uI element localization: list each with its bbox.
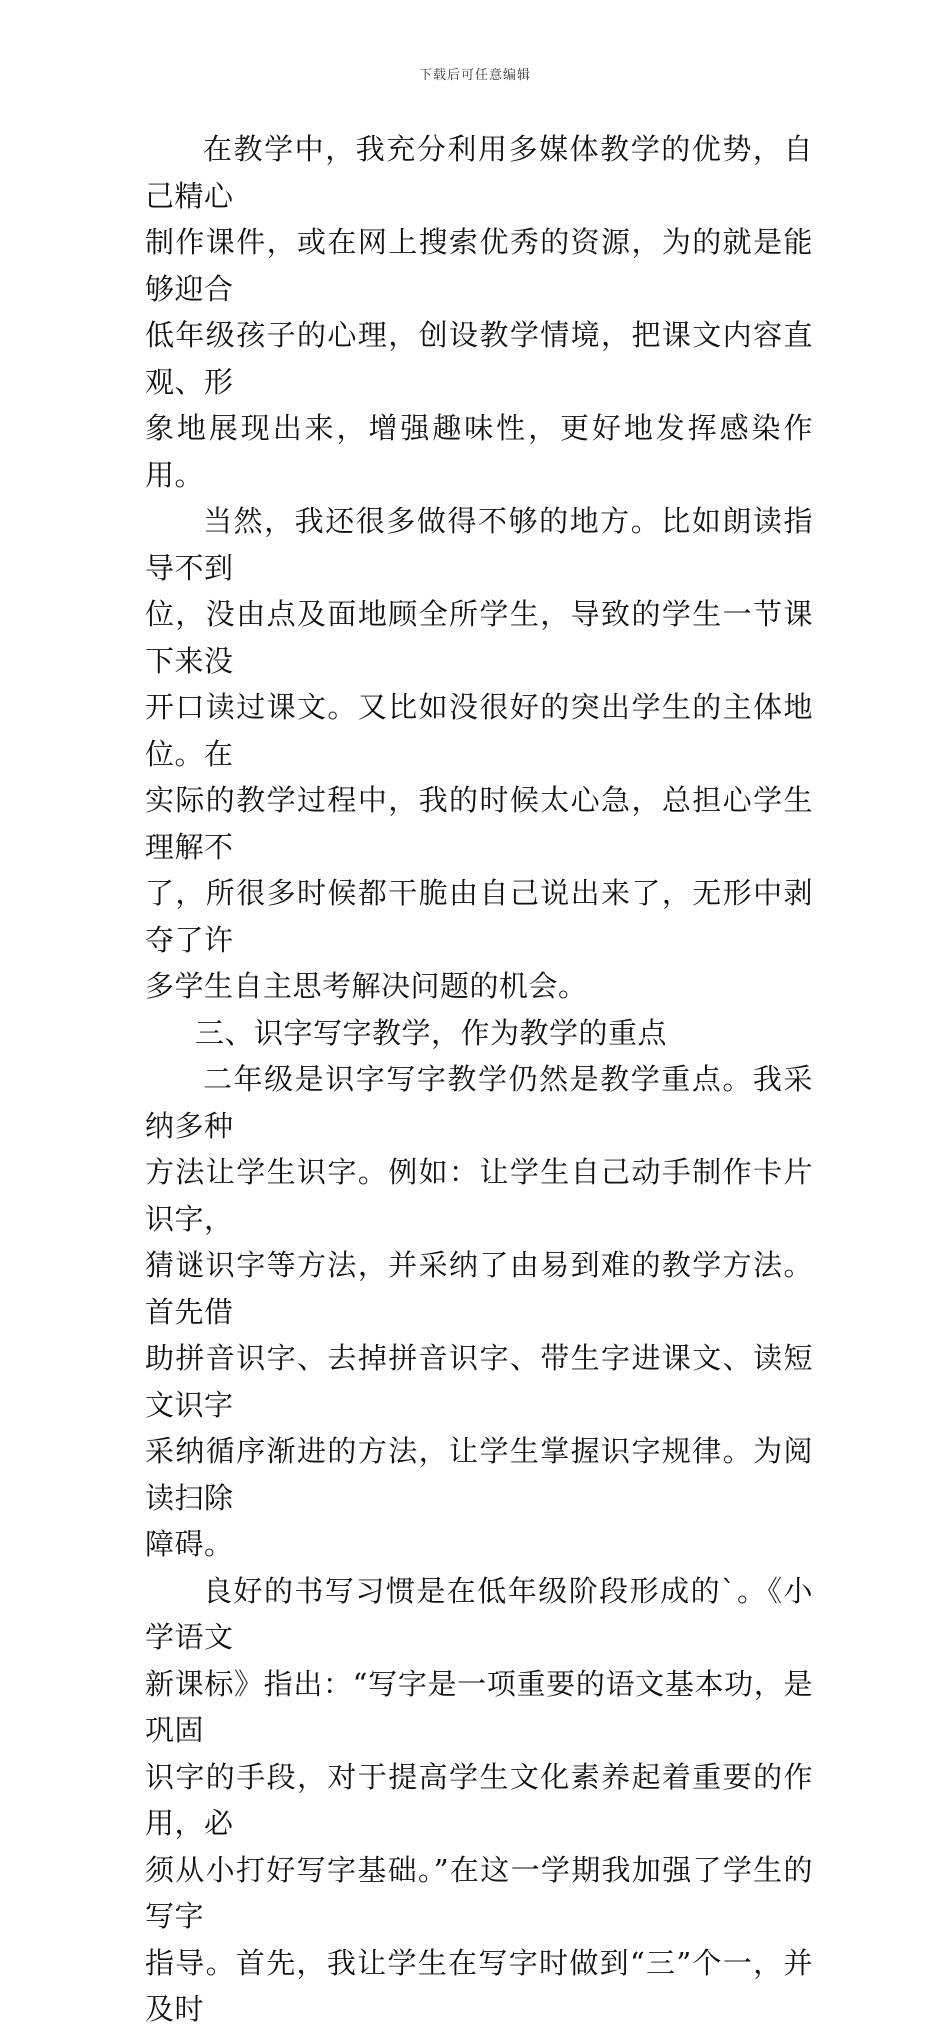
section-heading: 三、识字写字教学，作为教学的重点 xyxy=(195,1015,668,1050)
page-header: 下载后可任意编辑 xyxy=(418,68,531,83)
paragraph-shortcomings: 当然，我还很多做得不够的地方。比如朗读指导不到 位，没由点及面地顾全所学生，导致的学生一节课下来没 开口读过课文。又比如没很好的突出学生的主体地位。在 实际的教学过程中，我的时候太心急，总担心学生理解不 了，所很多时候都干脆由自己说出来了，无形中剥夺了许 多学生自主思考解决问题的机会。 xyxy=(145,504,813,1003)
document-body xyxy=(145,126,813,2033)
paragraph-literacy: 二年级是识字写字教学仍然是教学重点。我采纳多种 方法让学生识字。例如：让学生自己动手制作卡片识字， 猜谜识字等方法，并采纳了由易到难的教学方法。首先借 助拼音识字、去掉拼音识字、带生字进课文、读短文识字 采纳循序渐进的方法，让学生掌握识字规律。为阅读扫除 障碍。 xyxy=(145,1062,813,1561)
paragraph-writing-habits: 良好的书写习惯是在低年级阶段形成的`。《小学语文 新课标》指出：“写字是一项重要的语文基本功，是巩固 识字的手段，对于提高学生文化素养起着重要的作用，必 须从小打好写字基础。”在这一学期我加强了学生的写字 指导。首先，我让学生在写字时做到“三”个一，并及时 xyxy=(145,1573,813,2026)
paragraph-multimedia: 在教学中，我充分利用多媒体教学的优势，自己精心 制作课件，或在网上搜索优秀的资源，为的就是能够迎合 低年级孩子的心理，创设教学情境，把课文内容直观、形 象地展现出来，增强趣味性，更好地发挥感染作用。 xyxy=(145,132,813,492)
